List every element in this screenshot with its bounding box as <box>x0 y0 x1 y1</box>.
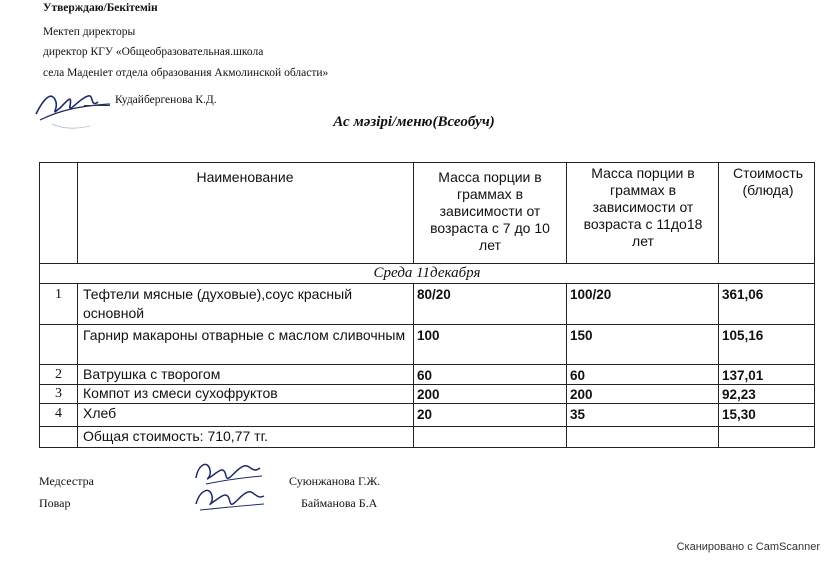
cook-role: Повар <box>39 496 71 510</box>
dish-name: Хлеб <box>83 405 117 421</box>
row-index: 1 <box>55 287 62 302</box>
day-label: Среда 11декабря <box>373 265 481 281</box>
nurse-name: Суюнжанова Г.Ж. <box>289 474 381 488</box>
signature-underline <box>84 105 110 106</box>
mass-7-10: 100 <box>417 328 440 343</box>
dish-name: Гарнир макароны отварные с маслом сливочным <box>83 327 406 343</box>
dish-cost: 105,16 <box>722 328 764 343</box>
director-title-kz: Мектеп директоры <box>43 26 136 38</box>
total-cost: Общая стоимость: 710,77 тг. <box>83 428 268 444</box>
mass-11-18: 60 <box>570 368 586 383</box>
dish-name: Компот из смеси сухофруктов <box>83 385 278 401</box>
cook-signature-icon <box>190 480 270 514</box>
row-index: 4 <box>55 406 62 421</box>
dish-cost: 92,23 <box>722 387 756 402</box>
mass-7-10: 200 <box>417 387 440 402</box>
column-header-mass-7-10: Масса порции в граммах в зависимости от возраста с 7 до 10 лет <box>430 169 550 253</box>
dish-cost: 15,30 <box>722 407 756 422</box>
mass-11-18: 100/20 <box>570 287 612 302</box>
row-index: 2 <box>55 367 62 382</box>
mass-7-10: 80/20 <box>417 287 451 302</box>
school-location: села Маденіет отдела образования Акмолинской области» <box>43 67 329 79</box>
dish-cost: 361,06 <box>722 287 764 302</box>
mass-11-18: 200 <box>570 387 593 402</box>
column-header-name: Наименование <box>196 169 294 185</box>
column-header-mass-11-18: Масса порции в граммах в зависимости от возраста с 11до18 лет <box>583 165 703 249</box>
nurse-role: Медсестра <box>39 474 94 488</box>
row-index: 3 <box>55 386 62 401</box>
mass-7-10: 60 <box>417 368 433 383</box>
mass-7-10: 20 <box>417 407 433 422</box>
column-header-cost: Стоимость (блюда) <box>732 165 804 198</box>
cook-name: Байманова Б.А <box>301 496 378 510</box>
menu-table <box>39 162 815 448</box>
mass-11-18: 150 <box>570 328 593 343</box>
director-name: Кудайбергенова К.Д. <box>115 94 217 106</box>
director-title-ru: директор КГУ «Общеобразовательная.школа <box>43 46 264 58</box>
mass-11-18: 35 <box>570 407 586 422</box>
scanner-watermark: Сканировано с CamScanner <box>676 541 820 553</box>
dish-name: Тефтели мясные (духовые),соус красный основной <box>83 286 353 321</box>
menu-title: Ас мәзірі/меню(Всеобуч) <box>333 114 495 130</box>
dish-cost: 137,01 <box>722 368 764 383</box>
approval-line: Утверждаю/Бекітемін <box>43 2 158 14</box>
dish-name: Ватрушка с творогом <box>83 366 221 382</box>
